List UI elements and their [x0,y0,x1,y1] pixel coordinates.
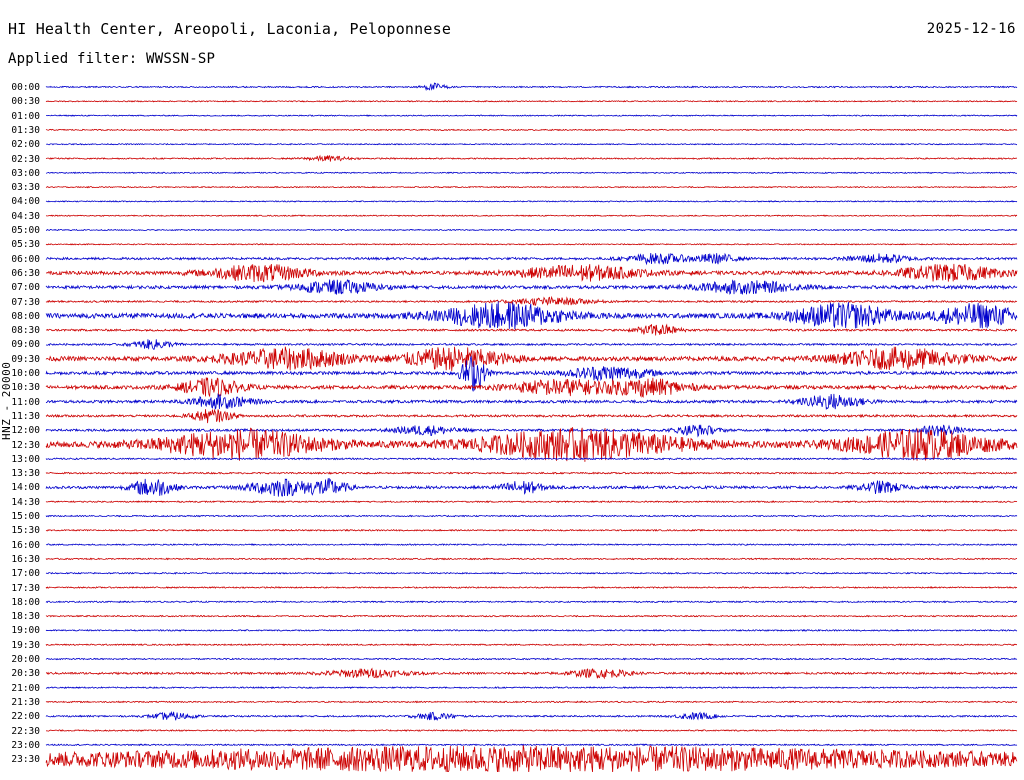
trace-line [46,687,1017,688]
trace-line [46,357,1017,392]
trace-line [46,669,1017,679]
trace-line [46,409,1017,423]
record-date: 2025-12-16 [926,21,1016,37]
time-tick-label: 22:30 [11,725,40,737]
trace-line [46,658,1017,659]
trace-line [46,144,1017,145]
y-axis-label: HNZ - 20000 [0,361,13,440]
trace-line [46,339,1017,349]
trace-line [46,558,1017,559]
trace-line [46,501,1017,502]
trace-line [46,587,1017,588]
trace-line [46,712,1017,720]
time-tick-label: 03:30 [11,182,40,194]
time-tick-label: 09:30 [11,353,40,365]
trace-line [46,129,1017,130]
trace-line [46,515,1017,516]
time-tick-label: 21:00 [11,682,40,694]
time-tick-label: 22:00 [11,711,40,723]
trace-line [46,745,1017,772]
time-tick-label: 19:00 [11,625,40,637]
time-tick-label: 07:30 [11,296,40,308]
time-tick-label: 05:00 [11,225,40,236]
time-tick-label: 04:00 [11,196,40,208]
time-tick-label: 16:00 [11,539,40,551]
time-tick-label: 14:30 [11,496,40,508]
trace-line [46,83,1017,90]
time-tick-label: 21:30 [11,696,40,708]
trace-line [46,229,1017,230]
time-tick-label: 11:30 [11,410,40,422]
trace-line [46,347,1017,372]
time-tick-label: 15:30 [11,525,40,537]
trace-line [46,301,1017,329]
trace-line [46,644,1017,645]
trace-line [46,427,1017,462]
time-tick-label: 18:30 [11,611,40,623]
chart-header [0,0,1024,72]
time-tick-label: 23:30 [11,754,40,766]
time-tick-label: 04:30 [11,210,40,222]
trace-line [46,297,1017,305]
time-tick-label: 12:00 [11,425,40,437]
helicorder-canvas [0,72,1024,772]
applied-filter-label: Applied filter: WWSSN-SP [8,51,216,67]
trace-line [46,280,1017,295]
time-tick-label: 13:00 [11,453,40,465]
time-tick-label: 06:00 [11,253,40,265]
trace-line [46,115,1017,116]
trace-line [46,244,1017,245]
time-tick-label: 18:00 [11,596,40,608]
time-tick-label: 03:00 [11,167,40,179]
trace-line [46,615,1017,616]
time-tick-label: 01:30 [11,124,40,136]
time-tick-label: 09:00 [11,339,40,351]
time-tick-label: 17:30 [11,582,40,594]
trace-line [46,378,1017,397]
time-tick-label: 02:30 [11,153,40,165]
trace-line [46,264,1017,282]
time-tick-label: 00:30 [11,96,40,108]
trace-line [46,201,1017,202]
trace-line [46,573,1017,574]
time-tick-label: 19:30 [11,639,40,651]
trace-line [46,701,1017,702]
time-tick-label: 08:30 [11,325,40,337]
trace-line [46,172,1017,173]
time-tick-label: 02:00 [11,139,40,151]
time-tick-label: 17:00 [11,568,40,580]
time-tick-label: 13:30 [11,468,40,480]
time-tick-label: 00:00 [11,82,40,93]
time-tick-label: 15:00 [11,511,40,522]
trace-line [46,101,1017,102]
time-tick-label: 20:30 [11,668,40,680]
time-tick-label: 20:00 [11,654,40,665]
trace-line [46,601,1017,602]
trace-line [46,478,1017,496]
trace-line [46,530,1017,531]
trace-line [46,458,1017,460]
trace-line [46,324,1017,335]
time-tick-label: 16:30 [11,553,40,565]
trace-line [46,744,1017,745]
trace-line [46,155,1017,161]
trace-line [46,394,1017,409]
time-tick-label: 01:00 [11,110,40,122]
time-tick-label: 10:30 [11,382,40,394]
time-tick-label: 11:00 [11,396,40,408]
page-title: HI Health Center, Areopoli, Laconia, Peloponnese [8,20,452,38]
trace-line [46,187,1017,188]
time-tick-label: 08:00 [11,310,40,322]
time-tick-label: 23:00 [11,739,40,751]
time-tick-label: 07:00 [11,282,40,294]
time-tick-label: 10:00 [11,368,40,379]
time-tick-label: 06:30 [11,267,40,279]
time-tick-label: 12:30 [11,439,40,451]
time-tick-label: 14:00 [11,482,40,494]
trace-line [46,730,1017,731]
time-tick-label: 05:30 [11,239,40,251]
trace-line [46,215,1017,216]
trace-line [46,472,1017,474]
trace-line [46,630,1017,631]
trace-line [46,253,1017,264]
helicorder-plot [0,72,1024,772]
trace-line [46,544,1017,545]
